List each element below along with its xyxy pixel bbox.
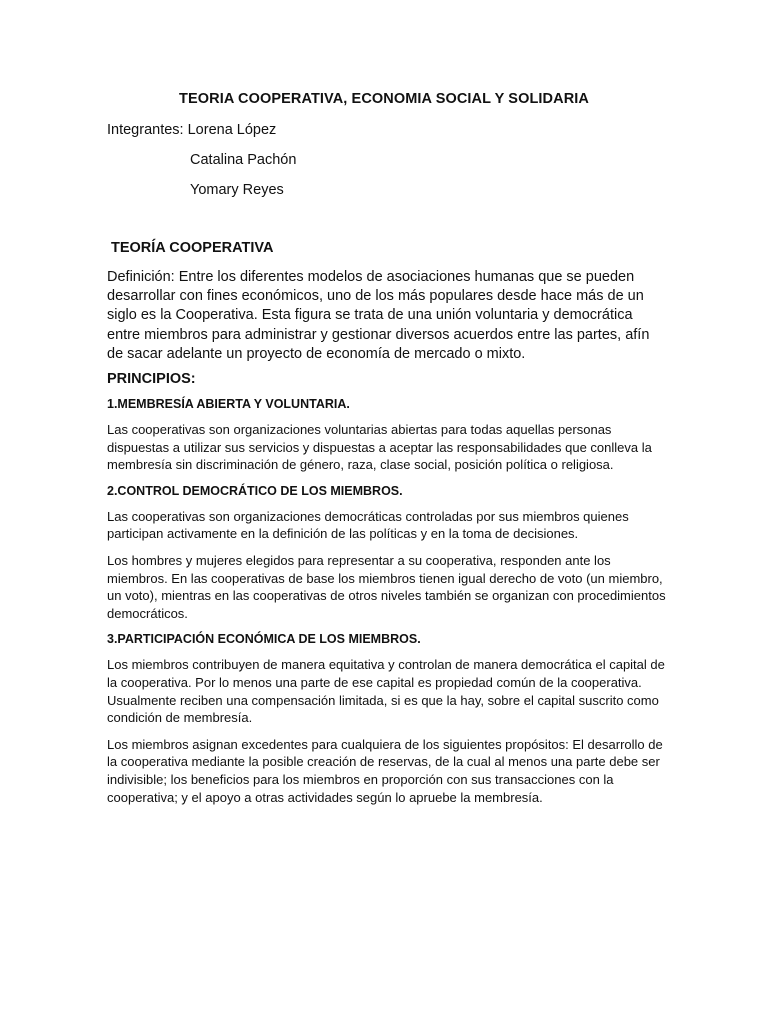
members-block <box>107 121 296 211</box>
member-name: Yomary Reyes <box>190 182 284 198</box>
member-row <box>107 121 296 151</box>
principle-paragraph: Las cooperativas son organizaciones voluntarias abiertas para todas aquellas personas dispuestas a utilizar sus servicios y dispuestas a aceptar las responsabilidades que conlleva la membresía sin discriminación de género, raza, clase social, posición política o religiosa. <box>107 422 652 473</box>
principle-heading: 2.CONTROL DEMOCRÁTICO DE LOS MIEMBROS. <box>107 483 403 498</box>
principle-paragraph: Los miembros asignan excedentes para cualquiera de los siguientes propósitos: El desarrollo de la cooperativa mediante la posible creación de reservas, de la cual al menos una parte debe ser indivisible; los beneficios para los miembros en proporción con sus transacciones con la cooperativa; y el apoyo a otras actividades según lo apruebe la membresía. <box>107 736 663 805</box>
document-title: TEORIA COOPERATIVA, ECONOMIA SOCIAL Y SOLIDARIA <box>179 91 589 107</box>
principle-paragraph: Las cooperativas son organizaciones democráticas controladas por sus miembros quienes participan activamente en la definición de las políticas y en la toma de decisiones. <box>107 508 629 542</box>
principle-paragraph: Los miembros contribuyen de manera equitativa y controlan de manera democrática el capital de la cooperativa. Por lo menos una parte de ese capital es propiedad común de la cooperativa. Usualmente reciben una compensación limitada, si es que la hay, sobre el capital suscrito como condición de membresía. <box>107 657 665 726</box>
principles-title: PRINCIPIOS: <box>107 371 196 388</box>
member-name: Catalina Pachón <box>190 152 297 168</box>
definition-paragraph: Definición: Entre los diferentes modelos de asociaciones humanas que se pueden desarrollar con fines económicos, uno de los más populares desde hace más de un siglo es la Cooperativa. Esta figura se trata de una unión voluntaria y democrática entre miembros para administrar y gestionar diversos acuerdos entre las partes, afín de sacar adelante un proyecto de economía de mercado o mixto. <box>107 269 650 362</box>
section-title: TEORÍA COOPERATIVA <box>111 240 274 256</box>
principle-paragraph: Los hombres y mujeres elegidos para representar a su cooperativa, responden ante los miembros. En las cooperativas de base los miembros tienen igual derecho de voto (un miembro, un voto), mientras en las cooperativas de otros niveles también se organizan con procedimientos democráticos. <box>107 552 666 621</box>
principle-heading: 1.MEMBRESÍA ABIERTA Y VOLUNTARIA. <box>107 397 350 412</box>
member-name: Lorena López <box>187 122 277 138</box>
document-body <box>107 239 667 815</box>
members-label: Integrantes: <box>107 122 184 138</box>
member-row <box>107 151 296 181</box>
member-row <box>107 181 296 211</box>
principle-heading: 3.PARTICIPACIÓN ECONÓMICA DE LOS MIEMBROS. <box>107 632 421 647</box>
